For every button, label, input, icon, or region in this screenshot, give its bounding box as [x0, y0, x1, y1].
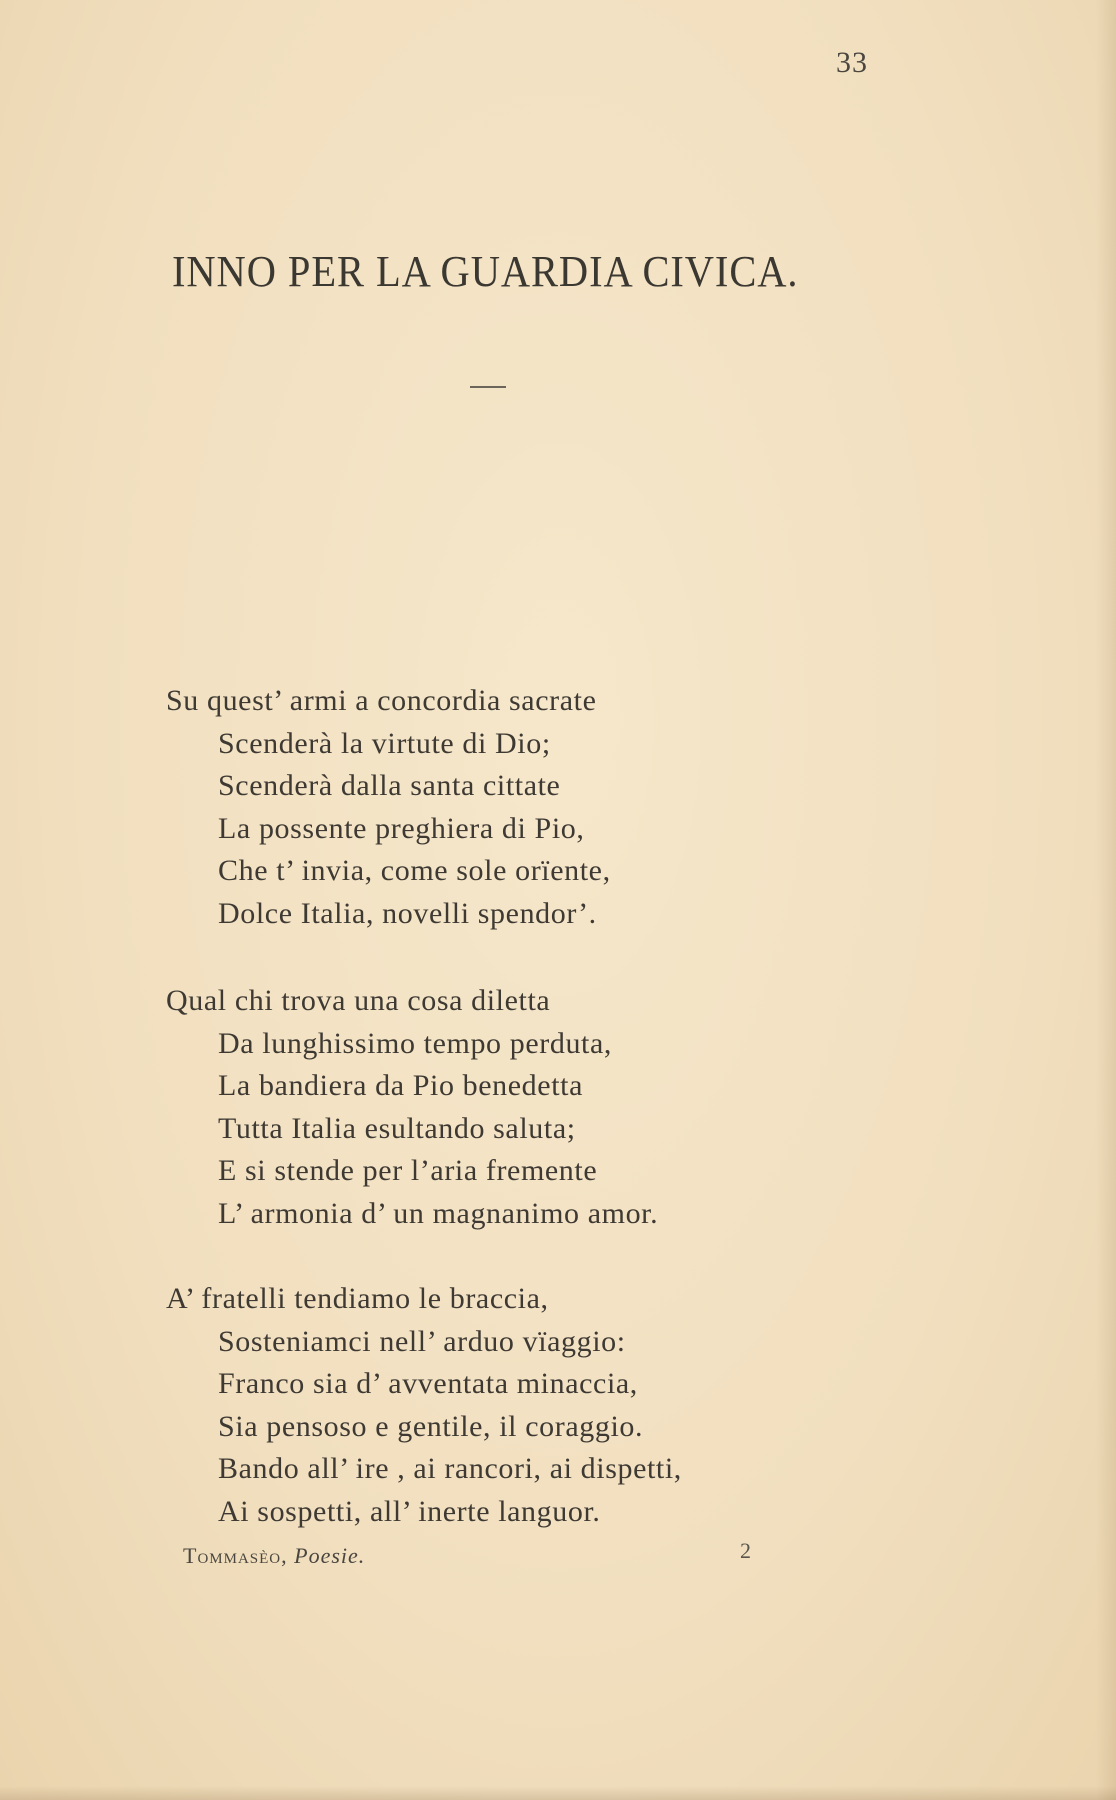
verse-line: Che t’ invia, come sole orïente,	[218, 854, 611, 887]
verse-line: Scenderà la virtute di Dio;	[218, 726, 551, 760]
verse-line: Tutta Italia esultando saluta;	[218, 1111, 576, 1145]
verse-line: La possente preghiera di Pio,	[218, 811, 585, 845]
verse-line: Scenderà dalla santa cittate	[218, 769, 561, 802]
stanza-3	[166, 1278, 682, 1533]
poem-title: INNO PER LA GUARDIA CIVICA.	[172, 247, 799, 296]
verse-line: Ai sospetti, all’ inerte languor.	[218, 1494, 601, 1528]
title-separator	[470, 386, 506, 388]
page-number: 33	[836, 46, 868, 79]
verse-line: Su quest’ armi a concordia sacrate	[166, 684, 597, 717]
verse-line: Sosteniamci nell’ arduo vïaggio:	[218, 1324, 626, 1358]
verse-line: Bando all’ ire , ai rancori, ai dispetti,	[218, 1452, 682, 1485]
verse-line: Franco sia d’ avventata minaccia,	[218, 1367, 638, 1400]
page-bottom-shadow	[0, 1786, 1116, 1800]
verse-line: Dolce Italia, novelli spendor’.	[218, 896, 597, 930]
signature-mark: 2	[740, 1538, 751, 1563]
footer-signature	[183, 1543, 365, 1569]
verse-line: A’ fratelli tendiamo le braccia,	[166, 1282, 549, 1315]
verse-line: Da lunghissimo tempo perduta,	[218, 1026, 613, 1060]
stanza-1	[166, 680, 611, 935]
footer-author: Tommasèo,	[183, 1543, 288, 1568]
footer-work: Poesie.	[294, 1543, 366, 1568]
verse-line: L’ armonia d’ un magnanimo amor.	[218, 1196, 659, 1230]
stanza-2	[166, 980, 658, 1235]
verse-line: La bandiera da Pio benedetta	[218, 1069, 583, 1102]
verse-line: Sia pensoso e gentile, il coraggio.	[218, 1409, 644, 1443]
page-edge-shadow	[1096, 0, 1116, 1800]
verse-line: Qual chi trova una cosa diletta	[166, 984, 551, 1017]
verse-line: E si stende per l’aria fremente	[218, 1154, 598, 1187]
